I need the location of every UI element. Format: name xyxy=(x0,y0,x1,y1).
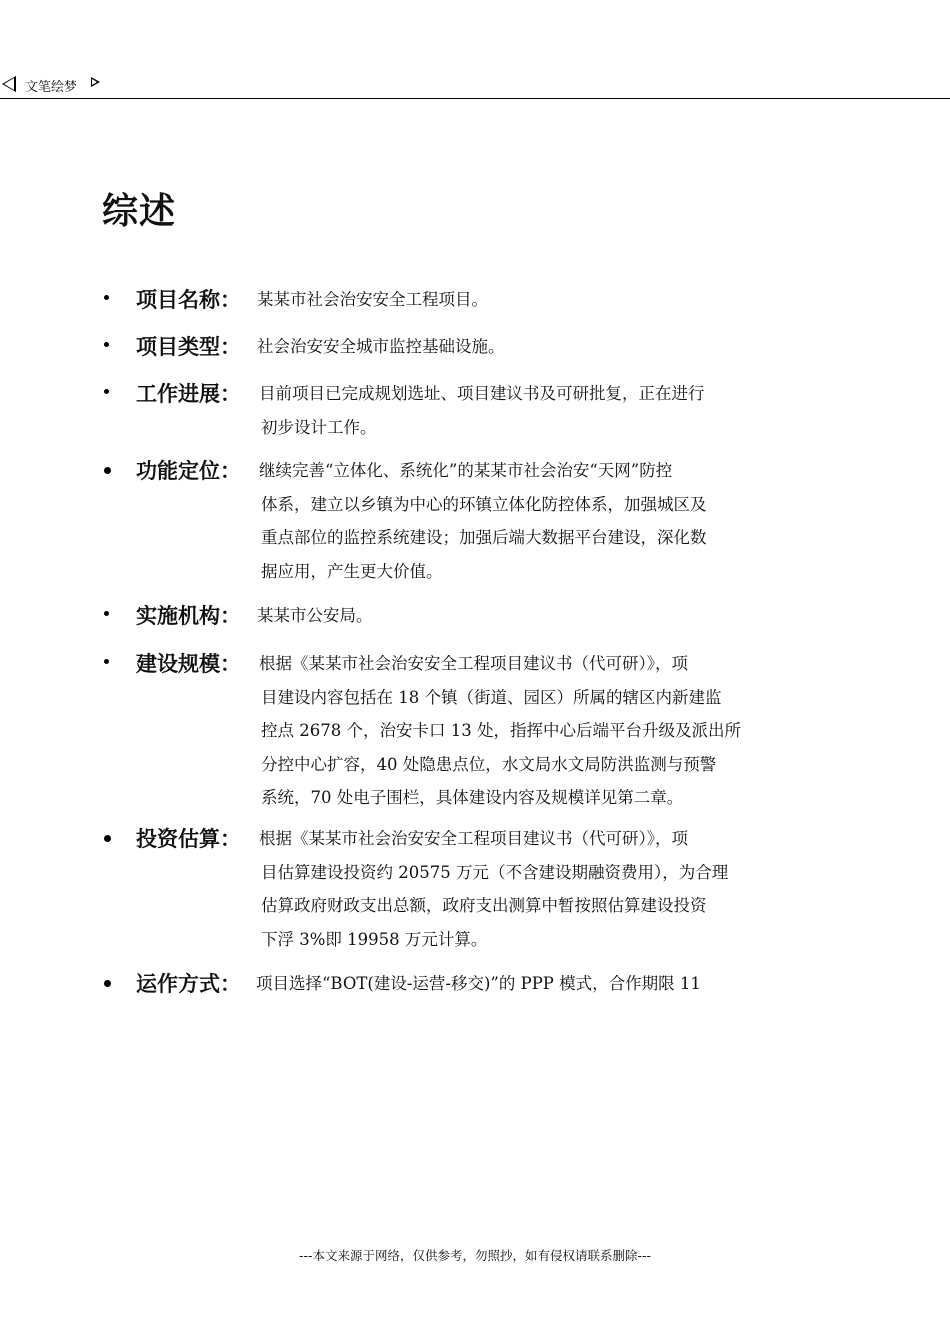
bullet-icon xyxy=(104,295,114,305)
footer-disclaimer: ---本文来源于网络，仅供参考，勿照抄，如有侵权请联系删除--- xyxy=(298,1248,652,1263)
item-text-line: 分控中心扩容，40 处隐患点位，水文局水文局防洪监测与预警 xyxy=(261,754,717,774)
bullet-icon xyxy=(104,835,114,845)
bullet-icon xyxy=(104,611,114,621)
bullet-icon xyxy=(104,659,114,669)
item-label: 建设规模： xyxy=(136,652,241,676)
item-text-line: 体系，建立以乡镇为中心的环镇立体化防控体系，加强城区及 xyxy=(261,494,707,514)
item-text-line: 系统，70 处电子围栏，具体建设内容及规模详见第二章。 xyxy=(261,788,684,807)
page-title: 综述 xyxy=(102,191,177,232)
item-text xyxy=(257,330,782,364)
item-text-line: 目建设内容包括在 18 个镇（街道、园区）所属的辖区内新建监 xyxy=(261,687,722,707)
item-text-line: 据应用，产生更大价值。 xyxy=(261,561,443,581)
item-text xyxy=(259,454,784,588)
item-label: 实施机构： xyxy=(136,604,241,628)
bullet-icon xyxy=(104,342,114,352)
bullet-icon xyxy=(104,980,114,990)
item-text xyxy=(259,822,784,956)
item-text-line: 根据《某某市社会治安安全工程项目建议书（代可研）》，项 xyxy=(259,654,688,673)
item-label: 工作进展： xyxy=(136,382,241,406)
item-text-line: 根据《某某市社会治安安全工程项目建议书（代可研）》，项 xyxy=(259,829,688,848)
item-text-line: 项目选择“BOT(建设-运营-移交)”的 PPP 模式，合作期限 11 xyxy=(256,974,701,993)
page-header xyxy=(0,72,950,99)
item-text-line: 控点 2678 个，治安卡口 13 处，指挥中心后端平台升级及派出所 xyxy=(261,721,741,740)
item-label: 运作方式： xyxy=(136,972,241,996)
item-text-line: 估算政府财政支出总额，政府支出测算中暂按照估算建设投资 xyxy=(261,896,707,915)
item-label: 项目类型： xyxy=(136,335,241,359)
item-text-line: 初步设计工作。 xyxy=(261,417,377,437)
item-text-line: 目估算建设投资约 20575 万元（不含建设期融资费用），为合理 xyxy=(261,862,729,882)
item-label: 功能定位： xyxy=(136,459,241,483)
item-text-line: 下浮 3%即 19958 万元计算。 xyxy=(261,929,488,949)
item-text xyxy=(257,599,782,633)
item-text-line: 社会治安安全城市监控基础设施。 xyxy=(257,337,505,356)
item-text xyxy=(259,647,784,815)
triangle-left-icon xyxy=(2,76,16,92)
item-text xyxy=(256,967,781,1001)
header-title: 文笔绘梦 xyxy=(25,80,78,95)
bullet-icon xyxy=(104,467,114,477)
item-text-line: 继续完善“立体化、系统化”的某某市社会治安“天网”防控 xyxy=(259,461,673,480)
triangle-right-icon xyxy=(91,77,100,87)
item-text-line: 某某市社会治安安全工程项目。 xyxy=(257,290,488,309)
item-text-line: 重点部位的监控系统建设；加强后端大数据平台建设，深化数 xyxy=(261,528,707,547)
item-text xyxy=(257,283,782,317)
item-label: 项目名称： xyxy=(136,288,241,312)
item-text-line: 某某市公安局。 xyxy=(257,606,373,625)
item-text-line: 目前项目已完成规划选址、项目建议书及可研批复，正在进行 xyxy=(259,384,705,403)
bullet-icon xyxy=(104,389,114,399)
item-text xyxy=(259,377,784,444)
item-label: 投资估算： xyxy=(136,827,241,851)
